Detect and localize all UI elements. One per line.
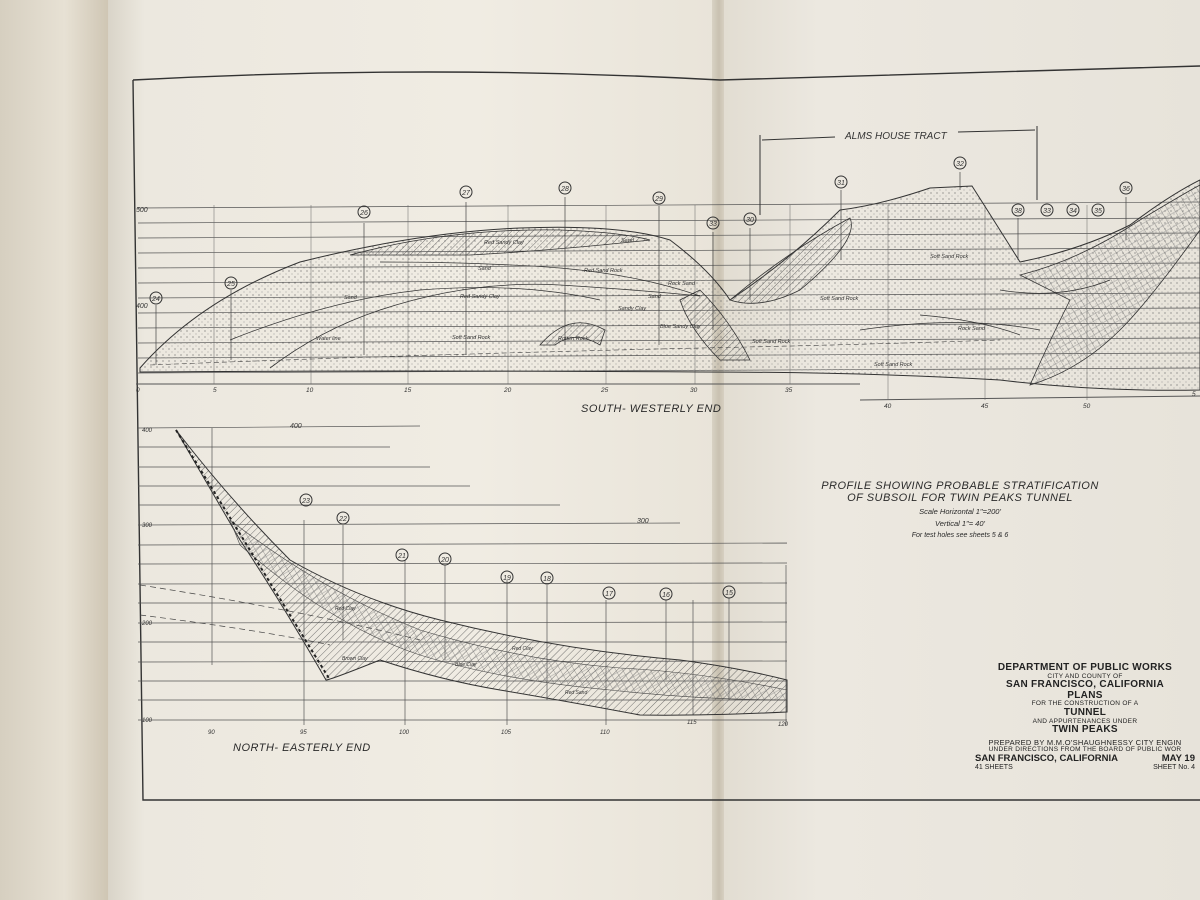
twin-peaks-label: TWIN PEAKS <box>1052 724 1118 736</box>
hole-number: 28 <box>561 186 569 193</box>
city-name: SAN FRANCISCO, CALIFORNIA <box>1005 679 1165 691</box>
top-elev-label: 400 <box>136 303 148 310</box>
sheet-row <box>975 764 1195 771</box>
city-county: CITY AND COUNTY OF <box>1047 672 1123 680</box>
bottom-x-ticks <box>208 720 789 736</box>
hole-number: 20 <box>441 557 449 564</box>
stratum-label: Rock Sand <box>668 281 695 287</box>
stratum-label: Soft Sand Rock <box>874 362 913 368</box>
hole-number: 26 <box>360 210 368 217</box>
hole-number: 17 <box>605 591 613 598</box>
hole-marker <box>300 494 312 506</box>
prepared-by: PREPARED BY M.M.O'SHAUGHNESSY CITY ENGIN <box>988 737 1182 747</box>
hole-number: 34 <box>1069 208 1077 215</box>
hole-number: 15 <box>725 590 733 597</box>
stratum-label: Blue Sandy Clay <box>660 324 701 330</box>
tick-label: 5 <box>1192 391 1196 398</box>
for-construction: FOR THE CONSTRUCTION OF A <box>1031 700 1139 708</box>
tick-label: 95 <box>300 730 307 736</box>
tract-label: ALMS HOUSE TRACT <box>845 131 947 142</box>
top-elev-label: 500 <box>136 207 148 214</box>
hole-number: 27 <box>462 190 470 197</box>
stratum-label: Rock Sand <box>958 326 985 332</box>
stratum-label: Red Sand Rock <box>584 268 623 274</box>
tick-label: 40 <box>884 403 892 410</box>
footer-city: SAN FRANCISCO, CALIFORNIA <box>975 752 1119 764</box>
tick-label: 20 <box>504 387 512 394</box>
tick-label: 30 <box>690 387 698 394</box>
scale-vertical: Vertical 1"= 40' <box>935 519 985 528</box>
hole-marker <box>541 572 553 584</box>
tunnel-label: TUNNEL <box>1063 707 1107 719</box>
tick-label: 45 <box>981 403 989 410</box>
hole-marker <box>337 512 349 524</box>
footer-row <box>975 754 1195 764</box>
profile-caption <box>820 480 1100 539</box>
hole-number: 35 <box>1094 208 1102 215</box>
stratum-label: Brown Clay <box>342 656 368 662</box>
sheet-count: 41 SHEETS <box>975 763 1013 771</box>
stratum-label: Rotten Rock <box>558 336 589 342</box>
stratum-label: Red Sandy Clay <box>484 240 524 246</box>
tick-label: 35 <box>785 387 793 394</box>
tick-label: 90 <box>208 730 215 736</box>
title-block <box>975 663 1195 771</box>
tick-label: 120 <box>778 722 789 728</box>
stratum-label: Soft Sand Rock <box>820 296 859 302</box>
stratum-label: Sand <box>478 266 491 272</box>
hole-number: 30 <box>746 217 754 224</box>
hole-number: 33 <box>709 221 717 228</box>
tick-label: 50 <box>1083 403 1091 410</box>
caption-line-1: PROFILE SHOWING PROBABLE STRATIFICATION <box>821 480 1099 492</box>
hole-number: 36 <box>1122 186 1130 193</box>
bottom-elev-label: 100 <box>142 718 153 724</box>
hole-number: 18 <box>543 576 551 583</box>
stratum-label: Sand <box>344 295 357 301</box>
hole-number: 31 <box>837 180 845 187</box>
stratum-label: Red Clay <box>512 646 533 652</box>
south-westerly-caption: SOUTH- WESTERLY END <box>581 403 722 415</box>
inner-elev-label: 400 <box>290 423 302 430</box>
dept-title: DEPARTMENT OF PUBLIC WORKS <box>997 662 1173 673</box>
hole-marker <box>501 571 513 583</box>
tick-label: 0 <box>136 387 140 394</box>
hole-number: 33 <box>1043 208 1051 215</box>
tick-label: 115 <box>687 720 697 726</box>
hole-number: 25 <box>227 281 235 288</box>
bottom-elev-label: 300 <box>142 523 153 529</box>
hole-number: 29 <box>655 196 663 203</box>
stratum-label: Water line <box>316 336 341 342</box>
stratum-label: Soft Sand Rock <box>930 254 969 260</box>
hole-number: 19 <box>503 575 511 582</box>
stratum-label: Red Sandy Clay <box>460 294 500 300</box>
hole-marker <box>396 549 408 561</box>
hole-number: 24 <box>152 296 160 303</box>
stratum-label: Soft Sand Rock <box>752 339 791 345</box>
hole-number: 38 <box>1014 208 1022 215</box>
tick-label: 15 <box>404 387 412 394</box>
stratum-label: Sand <box>621 238 634 244</box>
north-easterly-caption: NORTH- EASTERLY END <box>233 742 371 754</box>
stratum-label: Red Clay <box>335 606 356 612</box>
bottom-strata-labels <box>335 606 587 696</box>
hole-number: 21 <box>398 553 406 560</box>
caption-line-2: OF SUBSOIL FOR TWIN PEAKS TUNNEL <box>847 492 1073 504</box>
stratum-label: Blue Clay <box>455 662 477 668</box>
hole-marker <box>439 553 451 565</box>
bottom-elev-label: 200 <box>142 621 153 627</box>
tick-label: 10 <box>306 387 314 394</box>
hole-number: 23 <box>302 498 310 505</box>
tick-label: 5 <box>213 387 217 394</box>
inner-elev-label: 300 <box>637 518 649 525</box>
tick-label: 100 <box>399 730 410 736</box>
stratum-label: Sandy Clay <box>618 306 647 312</box>
under-directions: UNDER DIRECTIONS FROM THE BOARD OF PUBLIC WOR <box>988 745 1182 753</box>
hole-marker <box>660 588 672 600</box>
footer-date: MAY 19 <box>1161 752 1195 764</box>
hole-number: 16 <box>662 592 670 599</box>
hole-number: 32 <box>956 161 964 168</box>
bottom-elev-label: 400 <box>142 428 153 434</box>
scale-horizontal: Scale Horizontal 1"=200' <box>919 507 1001 516</box>
hole-marker <box>723 586 735 598</box>
hole-number: 22 <box>339 516 347 523</box>
tick-label: 105 <box>501 730 512 736</box>
plans-label: PLANS <box>1067 689 1103 701</box>
sheet-number: SHEET No. 4 <box>1153 763 1195 771</box>
stratum-label: Sand <box>648 294 661 300</box>
bottom-hole-markers <box>300 494 735 600</box>
tick-label: 110 <box>600 730 610 736</box>
hole-marker <box>603 587 615 599</box>
stratum-label: Soft Sand Rock <box>452 335 491 341</box>
stratum-label: Red Sand <box>565 690 588 696</box>
appurtenances: AND APPURTENANCES UNDER <box>1032 717 1138 725</box>
test-hole-note: For test holes see sheets 5 & 6 <box>911 532 1009 539</box>
tick-label: 25 <box>601 387 609 394</box>
